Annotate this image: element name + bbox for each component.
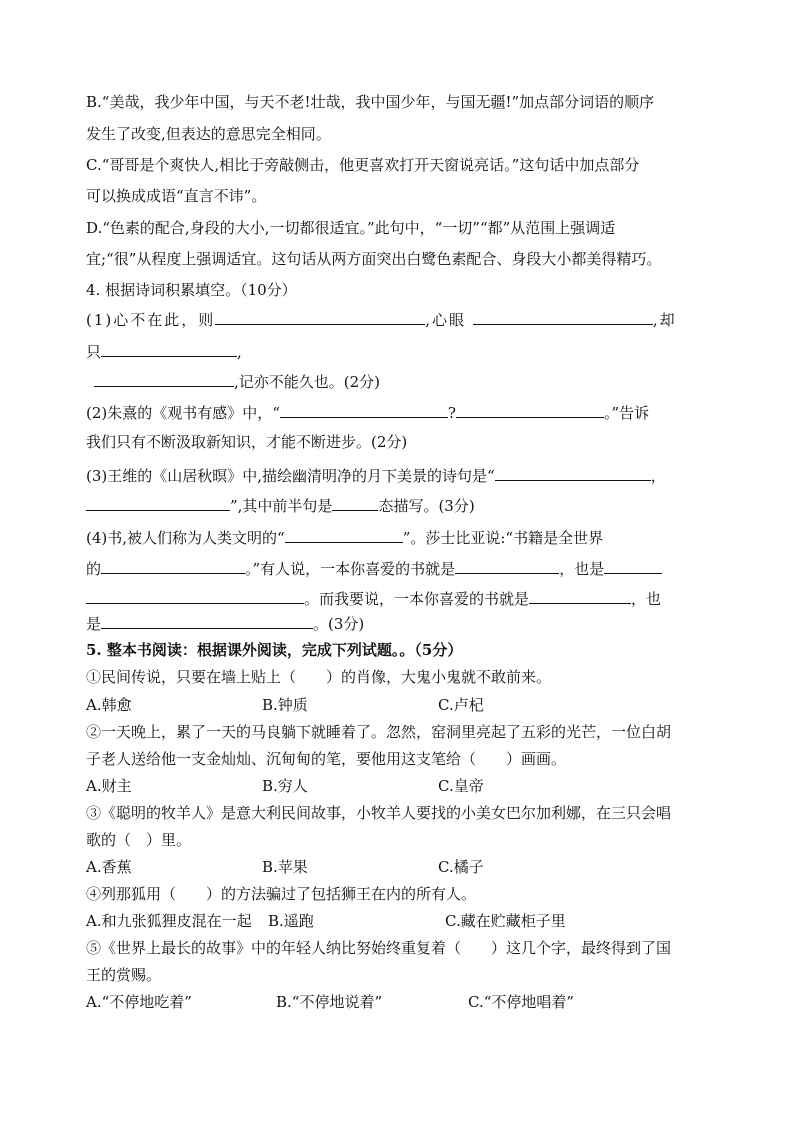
answer-blank[interactable] <box>455 557 559 574</box>
answer-blank[interactable] <box>86 494 230 511</box>
q5-sub2-option-a[interactable]: A.财主 <box>86 777 132 795</box>
answer-blank[interactable] <box>529 587 631 604</box>
q3-option-b-line2: 发生了改变,但表达的意思完全相同。 <box>86 125 331 143</box>
answer-blank[interactable] <box>101 340 237 357</box>
q5-sub3-stem-line1: ③《聪明的牧羊人》是意大利民间故事，小牧羊人要找的小美女巴尔加利娜，在三只会唱 <box>86 804 672 822</box>
q5-sub3-option-a[interactable]: A.香蕉 <box>86 858 132 876</box>
q3-option-b-line1: B.“美哉，我少年中国，与天不老!壮哉，我中国少年，与国无疆!”加点部分词语的顺序 <box>86 93 655 111</box>
q5-sub5-stem-line2: 王的赏赐。 <box>86 966 162 984</box>
answer-blank[interactable] <box>456 401 604 418</box>
answer-blank[interactable] <box>604 557 662 574</box>
q5-sub1-stem: ①民间传说，只要在墙上贴上（ ）的肖像，大鬼小鬼就不敢前来。 <box>86 668 552 686</box>
answer-blank[interactable] <box>285 526 403 543</box>
q5-sub3-stem-line2: 歌的（ ）里。 <box>86 831 192 849</box>
q5-sub2-stem-line2: 子老人送给他一支金灿灿、沉甸甸的笔，要他用这支笔给（ ）画画。 <box>86 750 567 768</box>
q5-sub1-option-c[interactable]: C.卢杞 <box>438 696 484 714</box>
q4-item4-line3: 。而我要说，一本你喜爱的书就是 ，也 <box>86 587 661 609</box>
q4-item1-line2: 只 , <box>86 340 242 362</box>
answer-blank[interactable] <box>332 494 378 511</box>
q4-item3-line1: (3)王维的《山居秋暝》中,描绘幽清明净的月下美景的诗句是“ ， <box>86 464 666 486</box>
q5-sub3-option-b[interactable]: B.苹果 <box>262 858 308 876</box>
q4-item4-line1: (4)书,被人们称为人类文明的“ ”。莎士比亚说:“书籍是全世界 <box>86 526 603 548</box>
q5-title: 5. 整本书阅读：根据课外阅读，完成下列试题。。（5分） <box>86 641 463 659</box>
q5-sub5-option-c[interactable]: C.“不停地唱着” <box>468 993 575 1011</box>
q5-sub1-option-b[interactable]: B.钟质 <box>262 696 308 714</box>
q4-item3-line2: ”,其中前半句是 态描写。(3分) <box>86 494 475 516</box>
q5-sub3-option-c[interactable]: C.橘子 <box>438 858 484 876</box>
q5-sub4-option-b[interactable]: B.遥跑 <box>268 912 314 930</box>
q3-option-d-line2: 宜;“很”从程度上强调适宜。这句话从两方面突出白鹭色素配合、身段大小都美得精巧。 <box>86 250 662 268</box>
answer-blank[interactable] <box>473 308 653 325</box>
q3-option-c-line2: 可以换成成语“直言不讳”。 <box>86 187 267 205</box>
q4-item1-line3: ,记亦不能久也。(2分) <box>94 370 380 392</box>
answer-blank[interactable] <box>215 308 425 325</box>
q5-sub4-option-c[interactable]: C.藏在贮藏柜子里 <box>445 912 566 930</box>
answer-blank[interactable] <box>280 401 448 418</box>
answer-blank[interactable] <box>101 612 313 629</box>
q5-sub2-stem-line1: ②一天晚上，累了一天的马良躺下就睡着了。忽然，窑洞里亮起了五彩的光芒，一位白胡 <box>86 723 672 741</box>
q4-item2-line2: 我们只有不断汲取新知识，才能不断进步。(2分) <box>86 433 408 451</box>
q5-sub5-option-b[interactable]: B.“不停地说着” <box>276 993 383 1011</box>
q5-sub4-stem: ④列那狐用（ ）的方法骗过了包括狮王在内的所有人。 <box>86 885 477 903</box>
q5-sub5-option-a[interactable]: A.“不停地吃着” <box>86 993 192 1011</box>
q4-item4-line2: 的 。”有人说，一本你喜爱的书就是 ，也是 <box>86 557 662 579</box>
q3-option-c-line1: C.“哥哥是个爽快人,相比于旁敲侧击，他更喜欢打开天窗说亮话。”这句话中加点部分 <box>86 156 640 174</box>
q5-sub2-option-b[interactable]: B.穷人 <box>262 777 308 795</box>
q5-sub2-option-c[interactable]: C.皇帝 <box>438 777 484 795</box>
q3-option-d-line1: D.“色素的配合,身段的大小,一切都很适宜。”此句中，“一切”“都”从范围上强调适 <box>86 219 616 237</box>
q5-sub5-stem-line1: ⑤《世界上最长的故事》中的年轻人纳比努始终重复着（ ）这几个字，最终得到了国 <box>86 939 672 957</box>
q5-sub1-option-a[interactable]: A.韩愈 <box>86 696 132 714</box>
q5-sub4-option-a[interactable]: A.和九张狐狸皮混在一起 <box>86 912 252 930</box>
q4-title: 4. 根据诗词积累填空。（10分） <box>86 281 297 299</box>
answer-blank[interactable] <box>495 464 651 481</box>
q4-item4-line4: 是 。(3分) <box>86 612 364 634</box>
q4-item2-line1: (2)朱熹的《观书有感》中，“ ? 。”告诉 <box>86 401 649 423</box>
answer-blank[interactable] <box>94 370 234 387</box>
answer-blank[interactable] <box>86 587 304 604</box>
answer-blank[interactable] <box>101 557 245 574</box>
q4-item1-line1: (1)心不在此，则 ,心眼 ,却 <box>86 308 677 330</box>
